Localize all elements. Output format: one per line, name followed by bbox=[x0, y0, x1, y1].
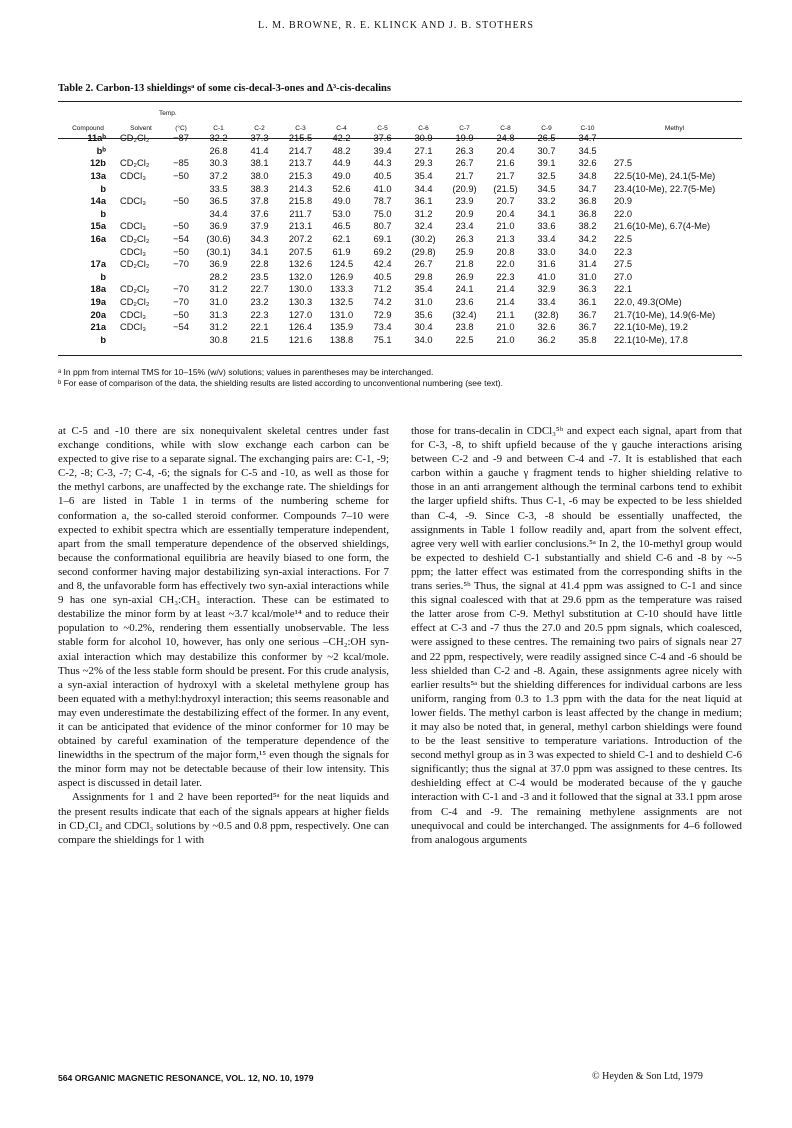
value-cell: 21.1 bbox=[496, 309, 515, 320]
value-cell: 38.0 bbox=[250, 171, 269, 182]
value-cell: 75.1 bbox=[373, 334, 392, 345]
value-cell: 32.6 bbox=[537, 322, 556, 333]
value-cell: 22.5 bbox=[455, 334, 474, 345]
value-cell: (20.9) bbox=[452, 183, 477, 194]
solvent-cell: CD₂Cl₂ bbox=[120, 234, 150, 245]
shielding-table bbox=[58, 121, 741, 346]
value-cell: 26.5 bbox=[537, 133, 556, 144]
value-cell: 21.0 bbox=[496, 322, 515, 333]
value-cell: 22.7 bbox=[250, 284, 269, 295]
compound-cell: 18a bbox=[90, 284, 106, 295]
value-cell: 30.9 bbox=[414, 133, 433, 144]
paragraph: Assignments for 1 and 2 have been reported⁵ᵃ for the neat liquids and the present results indicate that each of the signals appears at higher fields in CD₂Cl₂ and CDCl₃ solutions by ~0.5 and 0.8 ppm, respectively. One can compare the shieldings for 1 with bbox=[58, 791, 389, 846]
table-row bbox=[58, 145, 741, 158]
col-header: C-10 bbox=[580, 125, 595, 132]
value-cell: 35.4 bbox=[414, 171, 433, 182]
value-cell: 33.0 bbox=[537, 246, 556, 257]
table-header-rule bbox=[58, 138, 742, 139]
value-cell: 21.3 bbox=[496, 234, 515, 245]
solvent-cell: CDCl₃ bbox=[120, 246, 146, 257]
solvent-cell: CDCl₃ bbox=[120, 309, 146, 320]
value-cell bbox=[164, 145, 198, 158]
compound-cell: 21a bbox=[90, 322, 106, 333]
value-cell: 42.2 bbox=[332, 133, 351, 144]
solvent-cell: CD₂Cl₂ bbox=[120, 284, 150, 295]
value-cell: 207.5 bbox=[288, 246, 313, 257]
value-cell: 36.1 bbox=[414, 196, 433, 207]
value-cell: 126.9 bbox=[329, 271, 354, 282]
value-cell: 36.7 bbox=[578, 322, 597, 333]
value-cell: 71.2 bbox=[373, 284, 392, 295]
table-footnote-a: ᵃ In ppm from internal TMS for 10–15% (w/v) solutions; values in parentheses may be interchanged. bbox=[58, 367, 434, 377]
value-cell: 44.9 bbox=[332, 158, 351, 169]
table-row bbox=[58, 208, 741, 221]
value-cell bbox=[164, 208, 198, 221]
value-cell: 74.2 bbox=[373, 297, 392, 308]
table-row bbox=[58, 283, 741, 296]
table-top-rule bbox=[58, 101, 742, 102]
value-cell: 35.4 bbox=[414, 284, 433, 295]
col-header: C-9 bbox=[541, 125, 552, 132]
value-cell: 21.8 bbox=[455, 259, 474, 270]
value-cell: 37.9 bbox=[250, 221, 269, 232]
table-row bbox=[58, 170, 741, 183]
table-row bbox=[58, 296, 741, 309]
compound-cell: 14a bbox=[90, 196, 106, 207]
value-cell: 22.1 bbox=[250, 322, 269, 333]
compound-cell: 19a bbox=[90, 297, 106, 308]
value-cell: 38.1 bbox=[250, 158, 269, 169]
value-cell: 36.3 bbox=[578, 284, 597, 295]
value-cell: 31.6 bbox=[537, 259, 556, 270]
value-cell: (32.8) bbox=[534, 309, 559, 320]
value-cell: 130.3 bbox=[288, 297, 313, 308]
solvent-cell bbox=[118, 271, 164, 284]
value-cell: 29.8 bbox=[414, 271, 433, 282]
methyl-cell: 21.7(10-Me), 14.9(6-Me) bbox=[614, 309, 716, 320]
value-cell: −50 bbox=[173, 171, 189, 182]
compound-cell: 12b bbox=[89, 158, 106, 169]
compound-cell: 17a bbox=[90, 259, 106, 270]
value-cell: 32.2 bbox=[209, 133, 228, 144]
methyl-cell: 22.1 bbox=[614, 284, 633, 295]
value-cell: 23.8 bbox=[455, 322, 474, 333]
value-cell: −87 bbox=[173, 133, 189, 144]
value-cell: 20.8 bbox=[496, 246, 515, 257]
value-cell: −54 bbox=[173, 322, 189, 333]
solvent-cell: CDCl₃ bbox=[120, 171, 146, 182]
col-header: C-6 bbox=[418, 125, 429, 132]
value-cell: 48.2 bbox=[332, 145, 351, 156]
value-cell: 31.0 bbox=[414, 297, 433, 308]
value-cell: 121.6 bbox=[288, 334, 313, 345]
compound-cell: b bbox=[100, 183, 106, 194]
value-cell: 22.8 bbox=[250, 259, 269, 270]
value-cell: −50 bbox=[173, 309, 189, 320]
paragraph: at C-5 and -10 there are six nonequivalent skeletal centres under fast exchange conditions, while with slow exchange each carbon can be expected to give rise to a separate signal. The exchanging pairs are: C-1, -9; C-2, -8; C-3, -7; C-4, -6; the signals for C-5 and -10, as well as those for the methyl carbons, are unaffected by the exchange rate. The shieldings for 1–6 are listed in Table 1 in terms of the numbering scheme for conformation a, the so-called steroid conformer. Compounds 7–10 were expected to exhibit spectra which are essentially temperature independent, apart from the small temperature dependence of the observed shieldings, because the conformational equilibria are heavily biased to one form, the second conformer having major destabilizing syn-axial interactions. For 7 and 8, the unfavorable form has effectively two syn-axial interactions while 9 has one syn-axial CH₃:CH₃ interaction. These can be estimated to destabilize the minor form by at least ~3.7 kcal/mole¹⁴ and to reduce their population to ~0.2%, rendering them essentially unobservable. The less stable form for alcohol 10, however, has only one serious –CH₂:OH syn-axial interaction which may destabilize this conformer by ~2 kcal/mole. Thus ~2% of the less stable form should be present. For this crude analysis, a syn-axial interaction of hydroxyl with a skeletal methylene group has been equated with a methyl:hydroxyl interaction; this seems reasonable and may even underestimate the destabilizing effect of the former. In any event, it can be anticipated that evidence of the minor conformer for 10 may be obtained by careful examination of the temperature dependence of the linewidths in the spectrum of the major form,¹⁵ even though the signals for the minor form may not be detectable because of their low intensity. This aspect is discussed in detail later. bbox=[58, 425, 389, 790]
value-cell: 215.5 bbox=[288, 133, 313, 144]
solvent-cell: CDCl₃ bbox=[120, 221, 146, 232]
value-cell: (21.5) bbox=[493, 183, 518, 194]
methyl-cell: 22.0 bbox=[614, 208, 633, 219]
solvent-cell: CDCl₃ bbox=[120, 322, 146, 333]
page-number-journal: 564 ORGANIC MAGNETIC RESONANCE, VOL. 12, NO. 10, 1979 bbox=[58, 1073, 314, 1083]
value-cell: 24.8 bbox=[496, 133, 515, 144]
table-bottom-rule bbox=[58, 355, 742, 356]
table-row bbox=[58, 182, 741, 195]
value-cell: 132.6 bbox=[288, 259, 313, 270]
running-head: L. M. BROWNE, R. E. KLINCK AND J. B. STOTHERS bbox=[258, 20, 534, 31]
value-cell: 21.4 bbox=[496, 284, 515, 295]
compound-cell: 16a bbox=[90, 234, 106, 245]
value-cell: 34.1 bbox=[537, 208, 556, 219]
value-cell: 23.5 bbox=[250, 271, 269, 282]
value-cell: 124.5 bbox=[329, 259, 354, 270]
value-cell bbox=[164, 271, 198, 284]
value-cell: 24.1 bbox=[455, 284, 474, 295]
compound-cell: 20a bbox=[90, 309, 106, 320]
table-row bbox=[58, 233, 741, 246]
value-cell: 214.7 bbox=[288, 145, 313, 156]
value-cell: 31.0 bbox=[209, 297, 228, 308]
table-body bbox=[58, 132, 741, 346]
value-cell: 35.8 bbox=[578, 334, 597, 345]
value-cell: 40.5 bbox=[373, 171, 392, 182]
value-cell: 31.0 bbox=[578, 271, 597, 282]
value-cell: 36.7 bbox=[578, 309, 597, 320]
solvent-cell: CD₂Cl₂ bbox=[120, 259, 150, 270]
value-cell: 73.4 bbox=[373, 322, 392, 333]
value-cell: −50 bbox=[173, 246, 189, 257]
paragraph: those for trans-decalin in CDCl₃⁵ᵇ and expect each signal, apart from that for C-3, -8, to shift upfield because of the γ gauche interactions arising between C-2 and -9 and between C-4 and -7. It is established that each carbon within a gauche γ fragment tends to higher shielding relative to those in an anti arrangement although the terminal carbons tend to exhibit the larger upfield shifts. Thus C-1, -6 may be expected to be less shielded than C-4, -9. Since C-3, -8 should be essentially unaffected, the assignments in Table 1 follow readily and, apart from the solvent effect, agree very well with earlier conclusions.⁵ᵃ In 2, the 10-methyl group would be expected to deshield C-1 substantially and shield C-6 and -8 by ~-5 ppm; the latter effect was estimated from the corresponding shifts in the trans series.⁵ᵇ Thus, the signal at 41.4 ppm was assigned to C-1 and since this signal coalesced with that at 29.6 ppm as the temperature was raised the latter arose from C-9. Methyl substitution at C-10 should have little effect at C-3 and -7 thus the 27.0 and 20.5 ppm signals, which coalesced, were assigned to these centres. The remaining two pairs of signals near 27 and 22 ppm, respectively, were readily assigned since C-4 and -6 should be less shielded than C-2 and -8. Again, these assignments agree nicely with earlier results⁵ᵃ but the shielding differences for individual carbons are less uniform, ranging from 0.3 to 1.3 ppm with the data for the neat liquid at lower fields. The methyl carbon is least affected by the change in medium; it may also be noted that, in general, methyl carbon shieldings were found to be the least sensitive to temperature variations. Introduction of the second methyl group as in 3 was expected to shield C-1 and to deshield C-6 significantly; thus the signal at 37.0 ppm was assigned to these centres. Its deshielding effect at C-4 would be moderated because of the γ gauche interaction with C-1 and -3 and it followed that the signal at 33.1 ppm arose from C-4 and -9. The remaining methylene assignments are not unequivocal and could be interchanged. The assignments for 4–6 followed from analogous arguments bbox=[411, 425, 742, 846]
value-cell: 34.5 bbox=[537, 183, 556, 194]
value-cell: 138.8 bbox=[329, 334, 354, 345]
value-cell: 36.5 bbox=[209, 196, 228, 207]
col-header: C-3 bbox=[295, 125, 306, 132]
compound-cell: 13a bbox=[90, 171, 106, 182]
value-cell: 20.9 bbox=[455, 208, 474, 219]
methyl-cell: 22.0, 49.3(OMe) bbox=[614, 297, 682, 308]
value-cell: 132.0 bbox=[288, 271, 313, 282]
value-cell: 23.2 bbox=[250, 297, 269, 308]
value-cell: 34.3 bbox=[250, 234, 269, 245]
table-row bbox=[58, 321, 741, 334]
value-cell: 215.8 bbox=[288, 196, 313, 207]
value-cell: 44.3 bbox=[373, 158, 392, 169]
value-cell: 33.4 bbox=[537, 297, 556, 308]
value-cell: −70 bbox=[173, 259, 189, 270]
value-cell: 38.2 bbox=[578, 221, 597, 232]
value-cell: 30.3 bbox=[209, 158, 228, 169]
value-cell: 20.7 bbox=[496, 196, 515, 207]
value-cell: 34.7 bbox=[578, 133, 597, 144]
value-cell: 130.0 bbox=[288, 284, 313, 295]
footer-journal bbox=[58, 1073, 314, 1083]
solvent-cell: CDCl₃ bbox=[120, 196, 146, 207]
value-cell: 40.5 bbox=[373, 271, 392, 282]
value-cell: 35.6 bbox=[414, 309, 433, 320]
compound-cell: 15a bbox=[90, 221, 106, 232]
value-cell: 21.7 bbox=[496, 171, 515, 182]
value-cell: 61.9 bbox=[332, 246, 351, 257]
value-cell: 78.7 bbox=[373, 196, 392, 207]
value-cell: 32.5 bbox=[537, 171, 556, 182]
col-header: C-4 bbox=[336, 125, 347, 132]
col-header: Compound bbox=[72, 125, 104, 132]
value-cell: 80.7 bbox=[373, 221, 392, 232]
value-cell: 29.3 bbox=[414, 158, 433, 169]
left-column bbox=[58, 424, 389, 847]
value-cell: 33.2 bbox=[537, 196, 556, 207]
value-cell: 32.6 bbox=[578, 158, 597, 169]
value-cell: 42.4 bbox=[373, 259, 392, 270]
value-cell: 37.6 bbox=[250, 208, 269, 219]
value-cell: 31.2 bbox=[414, 208, 433, 219]
value-cell: 32.9 bbox=[537, 284, 556, 295]
compound-cell: bᵇ bbox=[96, 145, 106, 156]
col-header: C-8 bbox=[500, 125, 511, 132]
value-cell: 26.7 bbox=[455, 158, 474, 169]
solvent-cell: CD₂Cl₂ bbox=[120, 133, 150, 144]
value-cell: 21.0 bbox=[496, 221, 515, 232]
value-cell: 41.4 bbox=[250, 145, 269, 156]
value-cell: 21.6 bbox=[496, 158, 515, 169]
solvent-cell bbox=[118, 145, 164, 158]
value-cell: 53.0 bbox=[332, 208, 351, 219]
methyl-cell: 22.5 bbox=[614, 234, 633, 245]
methyl-cell: 27.5 bbox=[614, 158, 633, 169]
value-cell: 22.3 bbox=[250, 309, 269, 320]
methyl-cell: 21.6(10-Me), 6.7(4-Me) bbox=[614, 221, 711, 232]
col-header: C-7 bbox=[459, 125, 470, 132]
value-cell: 26.3 bbox=[455, 145, 474, 156]
value-cell: 23.4 bbox=[455, 221, 474, 232]
table-row bbox=[58, 220, 741, 233]
value-cell: 31.4 bbox=[578, 259, 597, 270]
footer-copyright: © Heyden & Son Ltd, 1979 bbox=[592, 1071, 703, 1082]
value-cell: 30.8 bbox=[209, 334, 228, 345]
value-cell: (30.1) bbox=[206, 246, 231, 257]
table-row bbox=[58, 245, 741, 258]
value-cell: 37.2 bbox=[209, 171, 228, 182]
methyl-cell: 22.3 bbox=[614, 246, 633, 257]
value-cell: 31.3 bbox=[209, 309, 228, 320]
value-cell: (32.4) bbox=[452, 309, 477, 320]
value-cell: 36.2 bbox=[537, 334, 556, 345]
value-cell: 126.4 bbox=[288, 322, 313, 333]
value-cell: 213.1 bbox=[288, 221, 313, 232]
value-cell: 38.3 bbox=[250, 183, 269, 194]
methyl-cell: 27.5 bbox=[614, 259, 633, 270]
value-cell: −85 bbox=[173, 158, 189, 169]
value-cell: 215.3 bbox=[288, 171, 313, 182]
compound-cell: b bbox=[100, 334, 106, 345]
value-cell: 69.1 bbox=[373, 234, 392, 245]
value-cell: (30.2) bbox=[411, 234, 436, 245]
value-cell: 39.1 bbox=[537, 158, 556, 169]
col-header: (°C) bbox=[175, 125, 187, 132]
value-cell: −50 bbox=[173, 196, 189, 207]
value-cell: 72.9 bbox=[373, 309, 392, 320]
value-cell: 207.2 bbox=[288, 234, 313, 245]
value-cell: 26.3 bbox=[455, 234, 474, 245]
value-cell: 34.0 bbox=[578, 246, 597, 257]
value-cell: 41.0 bbox=[537, 271, 556, 282]
value-cell: 36.8 bbox=[578, 208, 597, 219]
value-cell: −70 bbox=[173, 297, 189, 308]
methyl-cell: 22.5(10-Me), 24.1(5-Me) bbox=[614, 171, 716, 182]
col-header: Methyl bbox=[664, 125, 685, 132]
value-cell: 39.4 bbox=[373, 145, 392, 156]
value-cell: −50 bbox=[173, 221, 189, 232]
table-title: Table 2. Carbon-13 shieldingsᵃ of some cis-decal-3-ones and Δ³-cis-decalins bbox=[58, 83, 391, 94]
value-cell: 37.8 bbox=[250, 196, 269, 207]
table-footnote-b: ᵇ For ease of comparison of the data, the shielding results are listed according to unconventional numbering (see text). bbox=[58, 378, 503, 388]
value-cell: 211.7 bbox=[289, 208, 312, 219]
value-cell: 33.4 bbox=[537, 234, 556, 245]
value-cell: 34.4 bbox=[414, 183, 433, 194]
value-cell: 37.3 bbox=[250, 133, 269, 144]
value-cell: 33.5 bbox=[209, 183, 228, 194]
value-cell: 22.3 bbox=[496, 271, 515, 282]
value-cell: (30.6) bbox=[206, 234, 231, 245]
compound-cell: b bbox=[100, 271, 106, 282]
value-cell: 213.7 bbox=[288, 158, 313, 169]
compound-cell: 11aᵇ bbox=[87, 133, 106, 144]
value-cell: 132.5 bbox=[329, 297, 354, 308]
compound-cell: b bbox=[100, 208, 106, 219]
value-cell: 23.6 bbox=[455, 297, 474, 308]
value-cell: 62.1 bbox=[332, 234, 351, 245]
value-cell: 75.0 bbox=[373, 208, 392, 219]
value-cell: 33.6 bbox=[537, 221, 556, 232]
value-cell: 27.1 bbox=[414, 145, 433, 156]
value-cell: (29.8) bbox=[411, 246, 436, 257]
value-cell: 32.4 bbox=[414, 221, 433, 232]
value-cell: 34.4 bbox=[209, 208, 228, 219]
value-cell: 49.0 bbox=[332, 171, 351, 182]
value-cell: 21.5 bbox=[250, 334, 269, 345]
table-row bbox=[58, 157, 741, 170]
solvent-cell: CD₂Cl₂ bbox=[120, 297, 150, 308]
value-cell: −70 bbox=[173, 284, 189, 295]
value-cell: −54 bbox=[173, 234, 189, 245]
value-cell: 26.7 bbox=[414, 259, 433, 270]
solvent-cell bbox=[118, 182, 164, 195]
value-cell: 131.0 bbox=[329, 309, 354, 320]
value-cell: 34.2 bbox=[578, 234, 597, 245]
value-cell: 37.6 bbox=[373, 133, 392, 144]
methyl-cell bbox=[608, 145, 741, 158]
value-cell: 19.9 bbox=[455, 133, 474, 144]
compound-cell bbox=[58, 245, 118, 258]
value-cell: 34.1 bbox=[250, 246, 269, 257]
temp-header-top: Temp. bbox=[159, 110, 177, 117]
value-cell: 52.6 bbox=[332, 183, 351, 194]
table-row bbox=[58, 195, 741, 208]
methyl-cell: 27.0 bbox=[614, 271, 633, 282]
value-cell: 49.0 bbox=[332, 196, 351, 207]
methyl-cell: 23.4(10-Me), 22.7(5-Me) bbox=[614, 183, 716, 194]
value-cell: 20.4 bbox=[496, 145, 515, 156]
col-header: C-5 bbox=[377, 125, 388, 132]
methyl-cell: 22.1(10-Me), 17.8 bbox=[614, 334, 688, 345]
right-column bbox=[411, 424, 742, 847]
table-row bbox=[58, 258, 741, 271]
solvent-cell: CD₂Cl₂ bbox=[120, 158, 150, 169]
table-row bbox=[58, 334, 741, 347]
value-cell: 26.8 bbox=[209, 145, 228, 156]
solvent-cell bbox=[118, 334, 164, 347]
value-cell: 135.9 bbox=[329, 322, 354, 333]
value-cell: 36.9 bbox=[209, 221, 228, 232]
value-cell: 30.4 bbox=[414, 322, 433, 333]
col-header: C-1 bbox=[213, 125, 224, 132]
table-row bbox=[58, 271, 741, 284]
value-cell: 21.7 bbox=[455, 171, 474, 182]
value-cell: 36.9 bbox=[209, 259, 228, 270]
table-header-row bbox=[58, 121, 741, 132]
value-cell: 20.4 bbox=[496, 208, 515, 219]
value-cell bbox=[164, 334, 198, 347]
value-cell: 36.1 bbox=[578, 297, 597, 308]
solvent-cell bbox=[118, 208, 164, 221]
value-cell: 41.0 bbox=[373, 183, 392, 194]
value-cell: 28.2 bbox=[209, 271, 228, 282]
value-cell: 127.0 bbox=[288, 309, 313, 320]
value-cell: 25.9 bbox=[455, 246, 474, 257]
col-header: C-2 bbox=[254, 125, 265, 132]
value-cell: 31.2 bbox=[209, 322, 228, 333]
value-cell: 34.8 bbox=[578, 171, 597, 182]
value-cell: 23.9 bbox=[455, 196, 474, 207]
value-cell: 69.2 bbox=[373, 246, 392, 257]
value-cell: 21.0 bbox=[496, 334, 515, 345]
value-cell: 21.4 bbox=[496, 297, 515, 308]
col-header: Solvent bbox=[130, 125, 152, 132]
value-cell: 36.8 bbox=[578, 196, 597, 207]
value-cell: 133.3 bbox=[329, 284, 354, 295]
value-cell: 30.7 bbox=[537, 145, 556, 156]
value-cell: 34.5 bbox=[578, 145, 597, 156]
value-cell: 22.0 bbox=[496, 259, 515, 270]
value-cell bbox=[164, 182, 198, 195]
table-row bbox=[58, 308, 741, 321]
value-cell: 214.3 bbox=[288, 183, 313, 194]
methyl-cell: 20.9 bbox=[614, 196, 633, 207]
value-cell: 26.9 bbox=[455, 271, 474, 282]
methyl-cell: 22.1(10-Me), 19.2 bbox=[614, 322, 688, 333]
value-cell: 46.5 bbox=[332, 221, 351, 232]
value-cell: 31.2 bbox=[209, 284, 228, 295]
value-cell: 34.0 bbox=[414, 334, 433, 345]
value-cell: 34.7 bbox=[578, 183, 597, 194]
